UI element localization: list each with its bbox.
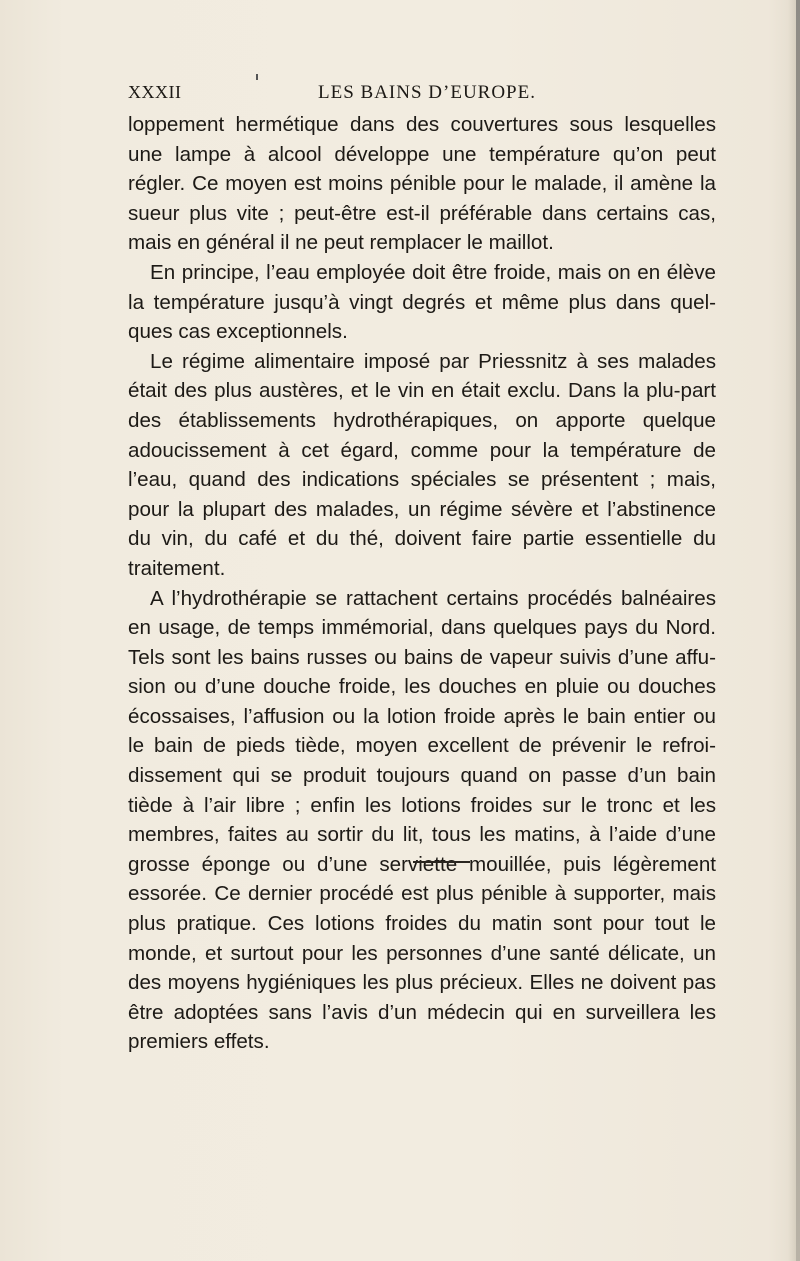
paragraph-2: En principe, l’eau employée doit être froide, mais on en élève la température jusqu’à vingt degrés et même plus dans quel-ques cas exceptionnels. [128, 260, 716, 344]
page-number: XXXII [128, 82, 182, 102]
running-title: LES BAINS D’EUROPE. [318, 82, 536, 103]
print-speck [256, 74, 258, 80]
page-header [128, 82, 716, 106]
paragraph-1: loppement hermétique dans des couvertures sous lesquelles une lampe à alcool développe une température qu’on peut régler. Ce moyen est moins pénible pour le malade, il amène la sueur plus vite ; peut-être est-il préférable dans certains cas, mais en général il ne peut remplacer le maillot. [128, 113, 716, 255]
page-edge-shadow [788, 0, 796, 1261]
paragraph-4: A l’hydrothérapie se rattachent certains procédés balnéaires en usage, de temps immémorial, dans quelques pays du Nord. Tels sont les bains russes ou bains de vapeur suivis d’une affu-sion ou d’une douche froide, les douches en pluie ou douches écossaises, l’affusion ou la lotion froide après le bain entier ou le bain de pieds tiède, moyen excellent de prévenir le refroi-dissement qui se produit toujours quand on passe d’un bain tiède à l’air libre ; enfin les lotions froides sur le tronc et les membres, faites au sortir du lit, tous les matins, à l’aide d’une grosse éponge ou d’une serviette mouillée, puis légèrement essorée. Ce dernier procédé est plus pénible à supporter, mais plus pratique. Ces lotions froides du matin sont pour tout le monde, et surtout pour les personnes d’une santé délicate, un des moyens hygiéniques les plus précieux. Elles ne doivent pas être adoptées sans l’avis d’un médecin qui en surveillera les premiers effets. [128, 586, 716, 1054]
page-edge [796, 0, 800, 1261]
body-text [128, 110, 716, 1057]
paragraph-3: Le régime alimentaire imposé par Priessnitz à ses malades était des plus austères, et le vin en était exclu. Dans la plu-part des établissements hydrothérapiques, on apporte quelque adoucissement à cet égard, comme pour la température de l’eau, quand des indications spéciales se présentent ; mais, pour la plupart des malades, un régime sévère et l’abstinence du vin, du café et du thé, doivent faire partie essentielle du traitement. [128, 349, 716, 580]
end-rule [413, 861, 470, 863]
